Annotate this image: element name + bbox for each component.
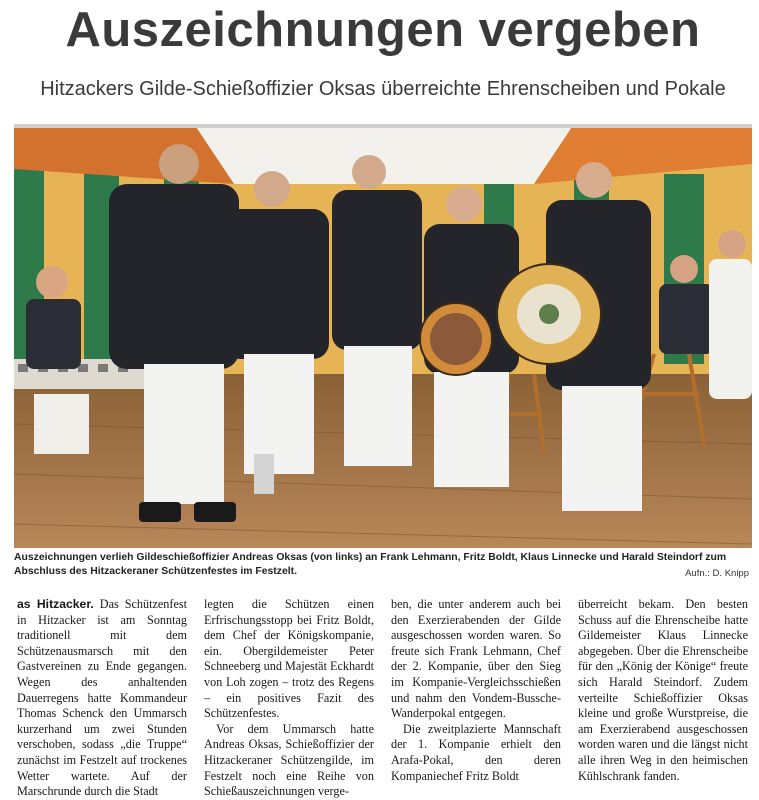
article-paragraph: Vor dem Ummarsch hatte Andreas Oksas, Schießoffizier der Hitzackeraner Schützengilde, im Festzelt noch eine Reihe von Schießauszeichnungen verge-: [204, 721, 374, 799]
article-text: Das Schützenfest in Hitzacker ist am Sonntag traditionell mit dem Schützenausmarsch mit den Gastvereinen zu Ende gegangen. Wegen des anhaltenden Dauerregens hatte Kommandeur Thomas Schenck den Ummarsch kurzerhand um zwei Stunden verschoben, sodass „die Truppe“ zunächst im Festzelt auf trockenes Wetter wartete. Auf der Marschrunde durch die Stadt: [17, 597, 187, 799]
article-column-3: [391, 597, 561, 784]
article-paragraph: legten die Schützen einen Erfrischungsstopp bei Fritz Boldt, dem Chef der Königskompanie, ein. Obergildemeister Peter Schneeberg und Majestät Eckhardt von Loh zogen – trotz des Regens – ein positives Fazit des Schützenfestes.: [204, 597, 375, 721]
article-dateline: as Hitzacker.: [17, 597, 94, 611]
photo-credit: Aufn.: D. Knipp: [685, 568, 749, 579]
subheadline: Hitzackers Gilde-Schießoffizier Oksas überreichte Ehrenscheiben und Pokale: [40, 78, 726, 100]
article-paragraph: ben, die unter anderem auch bei den Exerzierabenden der Gilde ausgeschossen worden waren. So freute sich Frank Lehmann, Chef der 2. Kompanie, über den Sieg im Kompanie-Vergleichsschießen und nahm den Vondem-Bussche-Wanderpokal entgegen.: [391, 597, 561, 721]
headline: Auszeichnungen vergeben: [65, 3, 701, 57]
article-column-4: [578, 597, 748, 784]
article-column-1: [17, 597, 187, 800]
article-paragraph: überreicht bekam. Den besten Schuss auf die Ehrenscheibe hatte Gildemeister Klaus Linnecke abgegeben. Über die Ehrenscheibe für den „König der Könige“ freute sich Harald Steindorf. Zudem verteilte Schießoffizier Oksas kleine und große Wurstpreise, die am Exerzierabend ausgeschossen worden waren und die längst nicht alle ihren Weg in den heimischen Kühlschrank fanden.: [578, 597, 748, 783]
news-photo: [14, 124, 752, 548]
article-paragraph: Die zweitplazierte Mannschaft der 1. Kompanie erhielt den Arafa-Pokal, den deren Kompaniechef Fritz Boldt: [391, 721, 561, 783]
photo-caption: Auszeichnungen verlieh Gildeschießoffizier Andreas Oksas (von links) an Frank Lehmann, Fritz Boldt, Klaus Linnecke und Harald Steindorf zum Abschluss des Hitzackeraner Schützenfestes im Festzelt.: [14, 552, 727, 577]
person-3: [332, 155, 422, 466]
article-column-2: [204, 597, 374, 800]
photo-illustration: [14, 124, 752, 548]
